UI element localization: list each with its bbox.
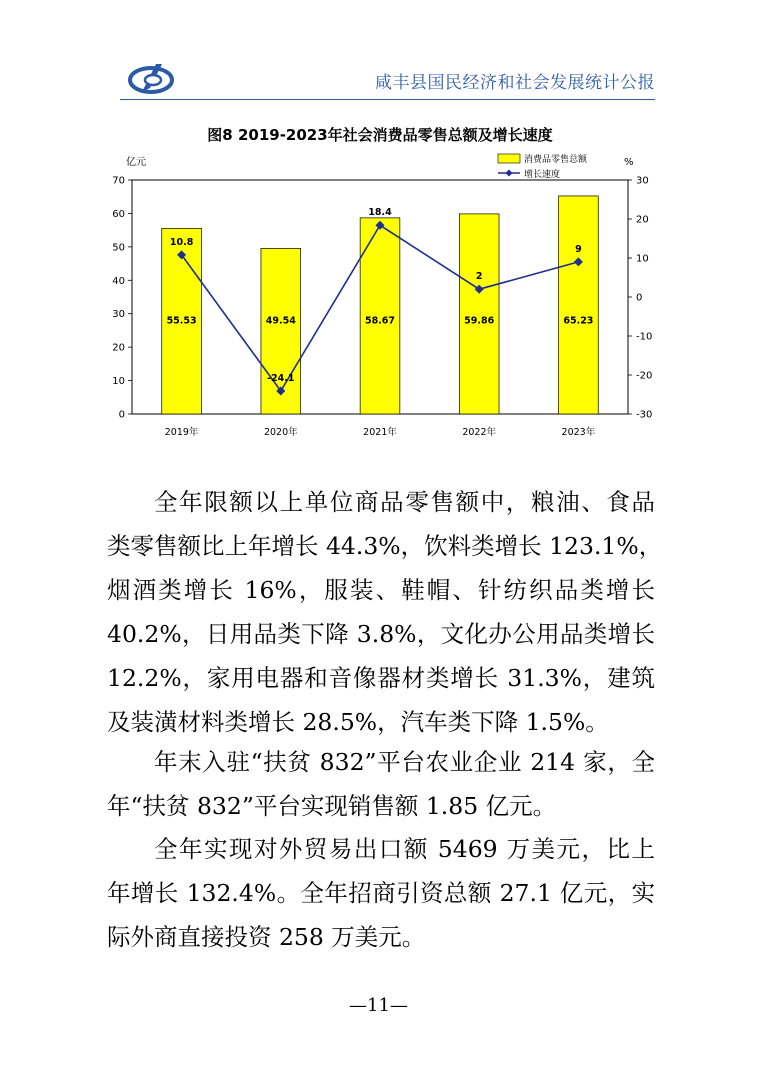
bar-data-label: 65.23: [563, 315, 594, 327]
growth-rate-label: -24.1: [267, 372, 295, 384]
paragraph-line: 际外商直接投资 258 万美元。: [107, 923, 426, 951]
left-axis-tick-label: 20: [112, 342, 125, 354]
right-axis-tick-label: 0: [636, 292, 643, 304]
legend-bar-label: 消费品零售总额: [524, 155, 588, 165]
right-axis-tick-label: 10: [636, 253, 649, 265]
bar-data-label: 59.86: [464, 315, 495, 327]
left-axis-unit: 亿元: [126, 157, 146, 168]
x-axis-tick-label: 2020年: [263, 427, 298, 438]
growth-rate-label: 2: [475, 271, 483, 283]
paragraph-line: 全年实现对外贸易出口额 5469 万美元，比上: [154, 835, 655, 863]
paragraph-line: 年末入驻“扶贫 832”平台农业企业 214 家，全: [154, 748, 655, 776]
x-axis-tick-label: 2019年: [164, 427, 199, 438]
x-axis-tick-label: 2021年: [363, 427, 397, 438]
bar-retail-sales: [559, 196, 599, 414]
left-axis-tick-label: 10: [112, 376, 125, 388]
growth-rate-label: 9: [575, 243, 582, 255]
growth-rate-label: 10.8: [169, 236, 194, 248]
page-header: [120, 52, 655, 102]
growth-rate-label: 18.4: [368, 207, 392, 219]
left-axis-tick-label: 40: [112, 275, 125, 287]
right-axis-tick-label: -30: [636, 409, 653, 421]
right-axis-unit: %: [624, 157, 634, 168]
left-axis-tick-label: 0: [118, 409, 125, 421]
report-title: 咸丰县国民经济和社会发展统计公报: [375, 73, 655, 93]
right-axis-tick-label: -20: [636, 370, 653, 382]
chart-marks: [112, 176, 652, 439]
bar-data-label: 55.53: [166, 315, 197, 327]
bar-data-label: 49.54: [265, 315, 296, 327]
paragraph-line: 年增长 132.4%。全年招商引资总额 27.1 亿元，实: [107, 879, 655, 907]
paragraph-line: 年“扶贫 832”平台实现销售额 1.85 亿元。: [107, 792, 557, 820]
paragraph-foreign-trade: [107, 827, 655, 959]
legend-diamond-icon: [506, 170, 513, 177]
right-axis-tick-label: 30: [636, 175, 649, 187]
paragraph-retail-categories: [107, 480, 663, 744]
left-axis-tick-label: 30: [112, 309, 125, 321]
paragraph-line: 类零售额比上年增长 44.3%，饮料类增长 123.1%，: [107, 532, 663, 560]
bar-data-label: 58.67: [364, 315, 396, 327]
retail-sales-chart: [100, 118, 660, 448]
header-divider: [120, 99, 655, 100]
paragraph-line: 40.2%，日用品类下降 3.8%，文化办公用品类增长: [107, 620, 655, 648]
x-axis-tick-label: 2022年: [462, 427, 497, 438]
left-axis-tick-label: 70: [112, 175, 125, 187]
legend-bar-swatch: [498, 154, 520, 163]
paragraph-line: 全年限额以上单位商品零售额中，粮油、食品: [154, 488, 655, 516]
statistics-logo-icon: [126, 58, 176, 98]
page-number: —11—: [349, 995, 408, 1016]
paragraph-line: 及装潢材料类增长 28.5%，汽车类下降 1.5%。: [107, 708, 609, 736]
right-axis-tick-label: -10: [636, 331, 653, 343]
paragraph-line: 12.2%，家用电器和音像器材类增长 31.3%，建筑: [107, 664, 655, 692]
legend-line-label: 增长速度: [524, 170, 561, 180]
paragraph-poverty-platform: [107, 740, 655, 828]
right-axis-tick-label: 20: [636, 214, 649, 226]
paragraph-line: 烟酒类增长 16%，服装、鞋帽、针纺织品类增长: [107, 576, 655, 604]
x-axis-tick-label: 2023年: [561, 427, 596, 438]
bar-retail-sales: [459, 214, 499, 414]
chart-legend: [498, 153, 588, 180]
chart-title: 图8 2019-2023年社会消费品零售总额及增长速度: [207, 126, 553, 144]
left-axis-tick-label: 60: [112, 208, 125, 220]
left-axis-tick-label: 50: [112, 242, 125, 254]
